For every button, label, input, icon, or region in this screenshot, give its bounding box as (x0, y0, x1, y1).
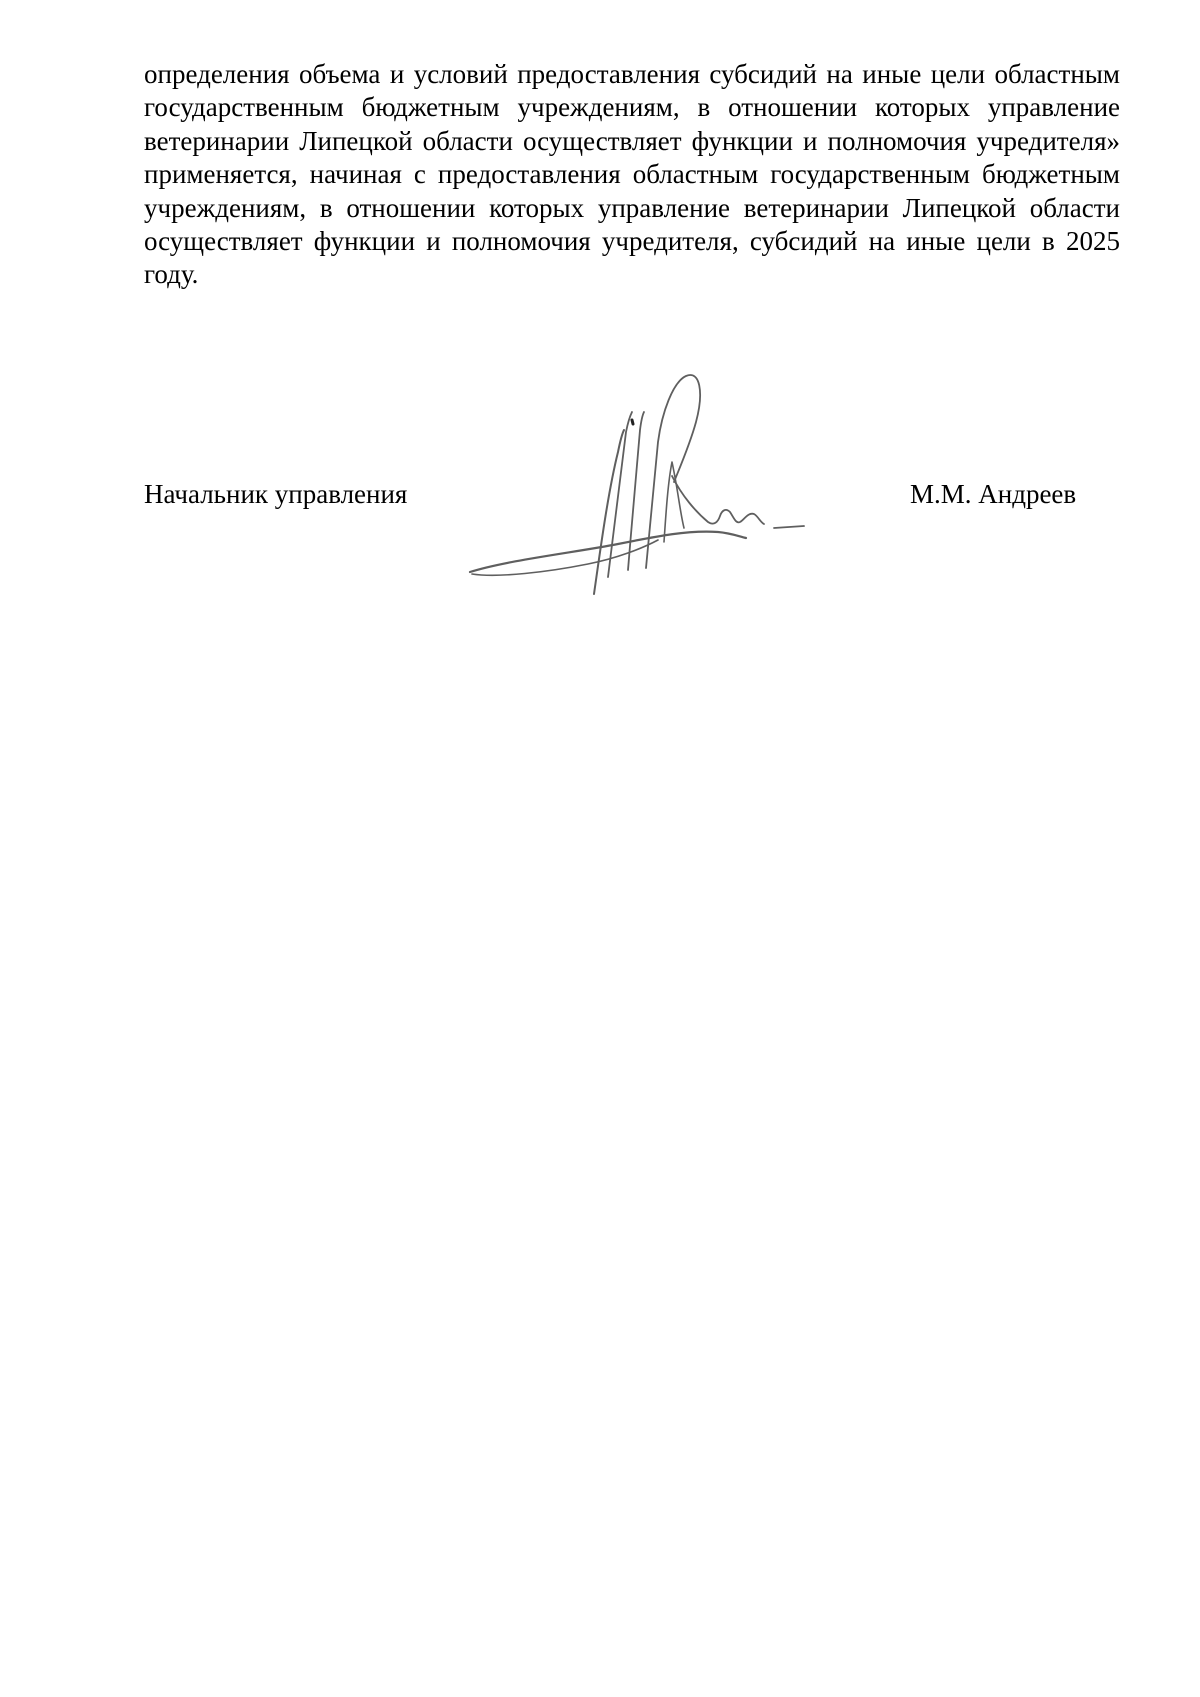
signature-stroke (628, 412, 644, 570)
signature-stroke (632, 420, 633, 424)
signature-stroke (774, 526, 804, 528)
signer-name: М.М. Андреев (910, 479, 1077, 509)
signer-position: Начальник управления (144, 479, 408, 509)
document-paragraph: определения объема и условий предоставления субсидий на иные цели областным государственным бюджетным учреждениям, в отношении которых управление ветеринарии Липецкой области осуществляет функции и полномочия учредителя» применяется, начиная с предоставления областным государственным бюджетным учреждениям, в отношении которых управление ветеринарии Липецкой области осуществляет функции и полномочия учредителя, субсидий на иные цели в 2025 году. (144, 59, 1120, 290)
signature-stroke (664, 462, 684, 542)
handwritten-signature (468, 372, 808, 612)
signature-stroke (470, 532, 746, 572)
signature-stroke (672, 476, 764, 524)
signature-stroke (646, 375, 700, 568)
